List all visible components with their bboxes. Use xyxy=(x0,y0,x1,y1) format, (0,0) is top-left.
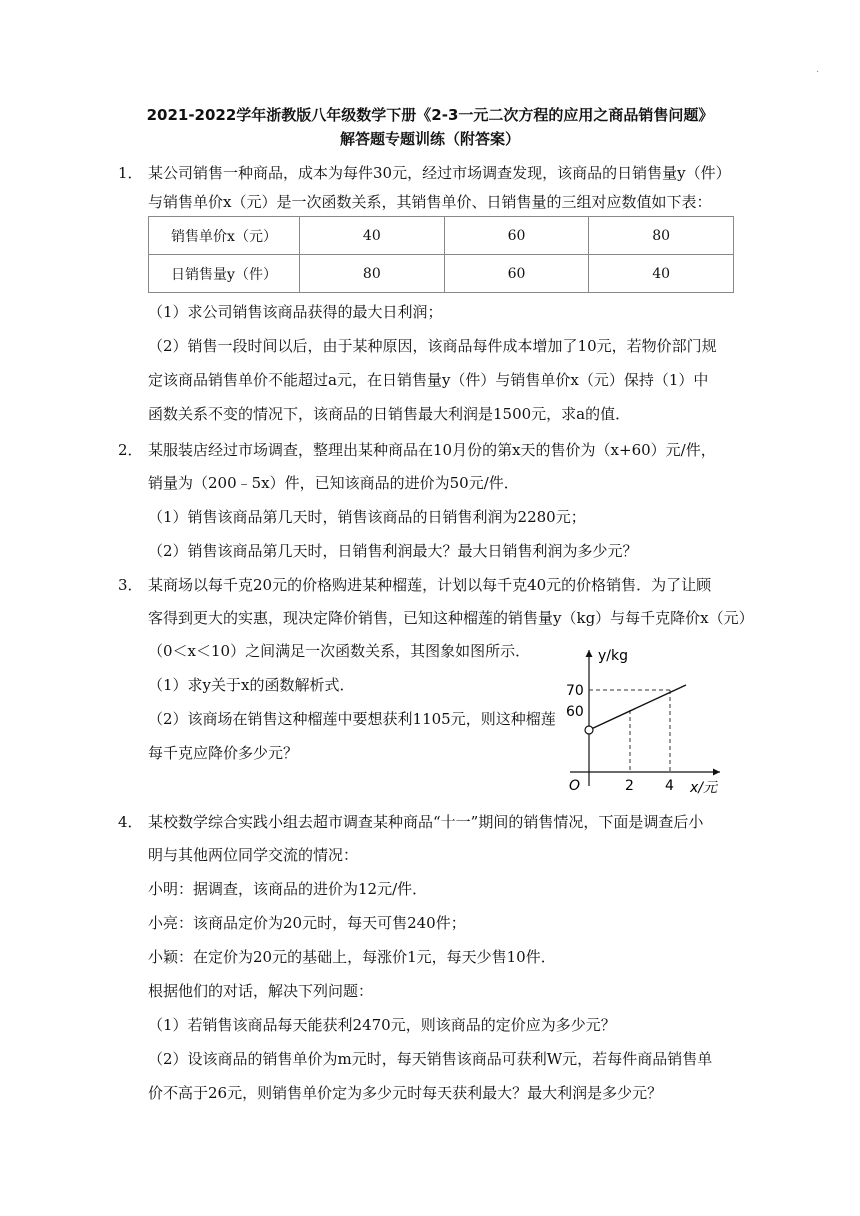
q2-number: 2． xyxy=(118,441,143,459)
q3-line-1: 某商场以每千克20元的价格购进某种榴莲，计划以每千克40元的价格销售．为了让顾 xyxy=(148,576,712,594)
q3-function-graph xyxy=(560,640,740,800)
table-cell: 销售单价x（元） xyxy=(149,217,300,255)
origin-label: O xyxy=(569,778,581,794)
q3-part-2-line-2: 每千克应降价多少元？ xyxy=(148,744,299,762)
table-cell: 80 xyxy=(300,255,445,293)
function-line xyxy=(589,685,686,730)
q2-line-2: 销量为（200﹣5x）件，已知该商品的进价为50元/件． xyxy=(148,474,519,492)
q3-part-1: （1）求y关于x的函数解析式． xyxy=(148,676,355,694)
y-axis-label: y/kg xyxy=(598,648,628,664)
table-row xyxy=(149,255,734,293)
q3-part-2-line-1: （2）该商场在销售这种榴莲中要想获利1105元，则这种榴莲 xyxy=(148,710,556,728)
table-cell: 40 xyxy=(300,217,445,255)
table-cell: 40 xyxy=(589,255,734,293)
table-cell: 80 xyxy=(589,217,734,255)
q4-line-1: 某校数学综合实践小组去超市调查某种商品“十一”期间的销售情况，下面是调查后小 xyxy=(148,813,704,831)
q2-part-2: （2）销售该商品第几天时，日销售利润最大？最大日销售利润为多少元？ xyxy=(148,542,638,560)
q4-statement-3: 小颖：在定价为20元的基础上，每涨价1元，每天少售10件． xyxy=(148,948,556,966)
x-tick-label: 2 xyxy=(625,778,634,794)
q1-part-1: （1）求公司销售该商品获得的最大日利润； xyxy=(148,303,443,321)
q1-data-table xyxy=(148,216,734,293)
q4-part-2-line-2: 价不高于26元，则销售单价定为多少元时每天获利最大？最大利润是多少元？ xyxy=(148,1084,663,1102)
open-point xyxy=(585,726,593,734)
x-tick-label: 4 xyxy=(665,778,674,794)
q2-part-1: （1）销售该商品第几天时，销售该商品的日销售利润为2280元； xyxy=(148,508,586,526)
table-cell: 日销售量y（件） xyxy=(149,255,300,293)
q1-line-1: 某公司销售一种商品，成本为每件30元，经过市场调查发现，该商品的日销售量y（件） xyxy=(148,164,731,182)
q3-number: 3． xyxy=(118,576,143,594)
q4-part-1: （1）若销售该商品每天能获利2470元，则该商品的定价应为多少元？ xyxy=(148,1016,616,1034)
q2-line-1: 某服装店经过市场调查，整理出某种商品在10月份的第x天的售价为（x+60）元/件， xyxy=(148,441,716,459)
table-row xyxy=(149,217,734,255)
y-tick-label: 70 xyxy=(566,683,584,699)
table-cell: 60 xyxy=(444,217,589,255)
q1-part-2-line-2: 定该商品销售单价不能超过a元，在日销售量y（件）与销售单价x（元）保持（1）中 xyxy=(148,371,709,389)
q3-line-3: （0＜x＜10）之间满足一次函数关系，其图象如图所示． xyxy=(148,642,531,660)
header-dot: . xyxy=(816,64,820,75)
q3-line-2: 客得到更大的实惠，现决定降价销售，已知这种榴莲的销售量y（kg）与每千克降价x（元） xyxy=(148,609,754,627)
x-axis-label: x/元 xyxy=(690,780,718,796)
table-cell: 60 xyxy=(444,255,589,293)
q4-number: 4． xyxy=(118,813,143,831)
q4-part-2-line-1: （2）设该商品的销售单价为m元时，每天销售该商品可获利W元，若每件商品销售单 xyxy=(148,1050,713,1068)
q1-line-2: 与销售单价x（元）是一次函数关系，其销售单价、日销售量的三组对应数值如下表： xyxy=(148,193,712,211)
q4-statement-2: 小亮：该商品定价为20元时，每天可售240件； xyxy=(148,914,466,932)
y-tick-label: 60 xyxy=(566,704,584,720)
q1-part-2-line-3: 函数关系不变的情况下，该商品的日销售最大利润是1500元，求a的值． xyxy=(148,405,631,423)
document-subtitle: 解答题专题训练（附答案） xyxy=(339,130,520,148)
q1-part-2-line-1: （2）销售一段时间以后，由于某种原因，该商品每件成本增加了10元，若物价部门规 xyxy=(148,337,717,355)
q4-line-2: 明与其他两位同学交流的情况： xyxy=(148,846,359,864)
q1-number: 1． xyxy=(118,164,143,182)
q4-statement-1: 小明：据调查，该商品的进价为12元/件． xyxy=(148,880,428,898)
q4-instruction: 根据他们的对话，解决下列问题： xyxy=(148,982,374,1000)
document-title: 2021-2022学年浙教版八年级数学下册《2-3一元二次方程的应用之商品销售问题》 xyxy=(146,106,714,124)
